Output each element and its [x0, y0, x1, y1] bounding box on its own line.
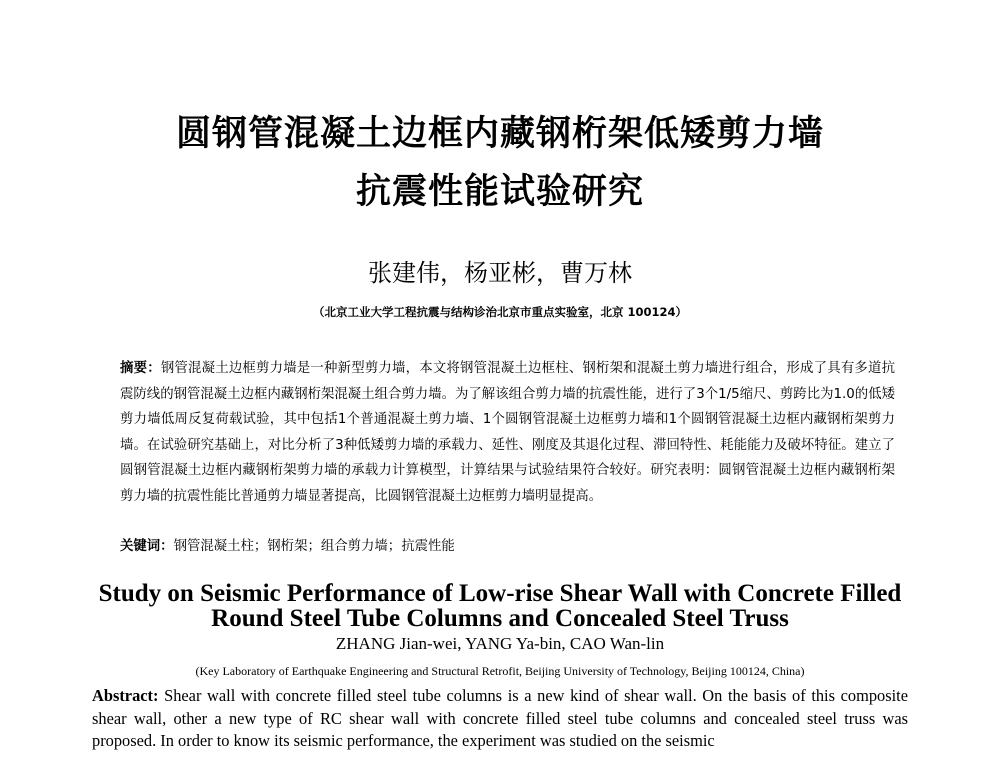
- abstract-en-label: Abstract:: [92, 686, 159, 705]
- abstract-en: [92, 685, 908, 753]
- title-cn-line-2: 抗震性能试验研究: [355, 172, 644, 212]
- title-cn-line-1: 圆钢管混凝土边框内藏钢桁架低矮剪力墙: [175, 114, 824, 154]
- keywords-cn: [120, 535, 895, 554]
- authors-en: ZHANG Jian-wei, YANG Ya-bin, CAO Wan-lin: [335, 634, 665, 653]
- keywords-cn-text: 钢管混凝土柱；钢桁架；组合剪力墙；抗震性能: [173, 539, 455, 554]
- authors-cn: 张建伟，杨亚彬，曹万林: [368, 259, 632, 287]
- abstract-cn-text: 钢管混凝土边框剪力墙是一种新型剪力墙，本文将钢管混凝土边框柱、钢桁架和混凝土剪力墙进行组合，形成了具有多道抗震防线的钢管混凝土边框内藏钢桁架混凝土组合剪力墙。为了解该组合剪力墙的抗震性能，进行了3个1/5缩尺、剪跨比为1.0的低矮剪力墙低周反复荷载试验，其中包括1个普通混凝土剪力墙、1个圆钢管混凝土边框剪力墙和1个圆钢管混凝土边框内藏钢桁架剪力墙。在试验研究基础上，对比分析了3种低矮剪力墙的承载力、延性、刚度及其退化过程、滞回特性、耗能能力及破坏特征。建立了圆钢管混凝土边框内藏钢桁架剪力墙的承载力计算模型，计算结果与试验结果符合较好。研究表明：圆钢管混凝土边框内藏钢桁架剪力墙的抗震性能比普通剪力墙显著提高，比圆钢管混凝土边框剪力墙明显提高。: [120, 361, 896, 504]
- title-en-line-1: Study on Seismic Performance of Low-rise Shear Wall with Concrete Filled: [98, 580, 902, 607]
- keywords-cn-label: 关键词：: [120, 539, 174, 554]
- abstract-cn-label: 摘要：: [120, 361, 161, 376]
- affiliation-en: (Key Laboratory of Earthquake Engineering and Structural Retrofit, Beijing University of Technology, Beijing 100124, China): [195, 664, 805, 678]
- affiliation-cn: （北京工业大学工程抗震与结构诊治北京市重点实验室，北京 100124）: [312, 305, 687, 319]
- title-en-line-2: Round Steel Tube Columns and Concealed Steel Truss: [211, 605, 789, 632]
- abstract-cn: [120, 356, 895, 510]
- abstract-en-text: Shear wall with concrete filled steel tube columns is a new kind of shear wall. On the basis of this composite shear wall, other a new type of RC shear wall with concrete filled steel tube columns and concealed steel truss was proposed. In order to know its seismic performance, the experiment was studied on the seismic: [92, 686, 908, 750]
